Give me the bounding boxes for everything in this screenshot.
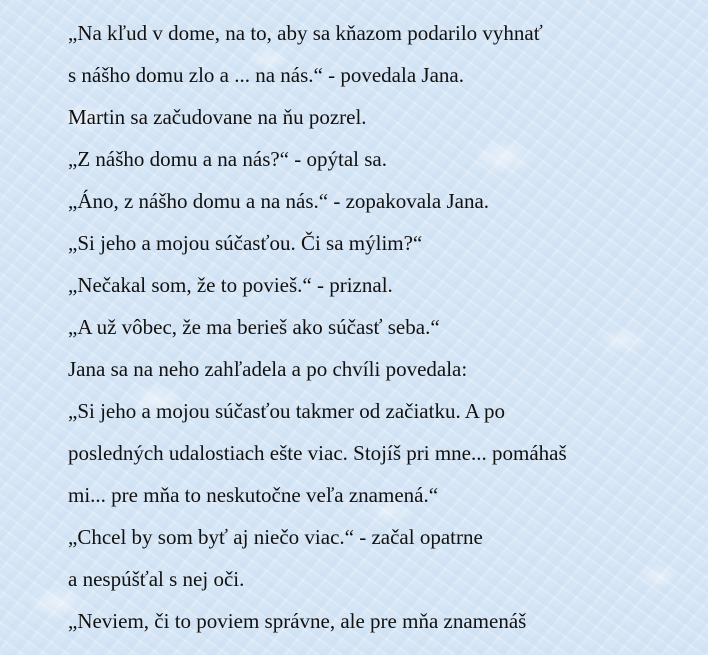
text-line: „Chcel by som byť aj niečo viac.“ - začal opatrne (68, 525, 483, 549)
text-line: Jana sa na neho zahľadela a po chvíli povedala: (68, 357, 468, 381)
text-line: posledných udalostiach ešte viac. Stojíš pri mne... pomáhaš (68, 441, 567, 465)
text-line: s nášho domu zlo a ... na nás.“ - povedala Jana. (68, 63, 464, 87)
text-line: „Si jeho a mojou súčasťou takmer od začiatku. A po (68, 399, 506, 423)
text-line: „Áno, z nášho domu a na nás.“ - zopakovala Jana. (68, 189, 490, 213)
text-line: „Neviem, či to poviem správne, ale pre mňa znamenáš (68, 609, 527, 633)
text-line: Martin sa začudovane na ňu pozrel. (68, 105, 367, 129)
document-page (68, 12, 698, 642)
text-line: a nespúšťal s nej oči. (68, 567, 245, 591)
text-line: mi... pre mňa to neskutočne veľa znamená.“ (68, 483, 439, 507)
text-line: „Si jeho a mojou súčasťou. Či sa mýlim?“ (68, 231, 423, 255)
text-line: „A už vôbec, že ma berieš ako súčasť seba.“ (68, 315, 440, 339)
text-line: „Nečakal som, že to povieš.“ - priznal. (68, 273, 393, 297)
text-line: „Na kľud v dome, na to, aby sa kňazom podarilo vyhnať (68, 21, 543, 45)
text-line: „Z nášho domu a na nás?“ - opýtal sa. (68, 147, 387, 171)
